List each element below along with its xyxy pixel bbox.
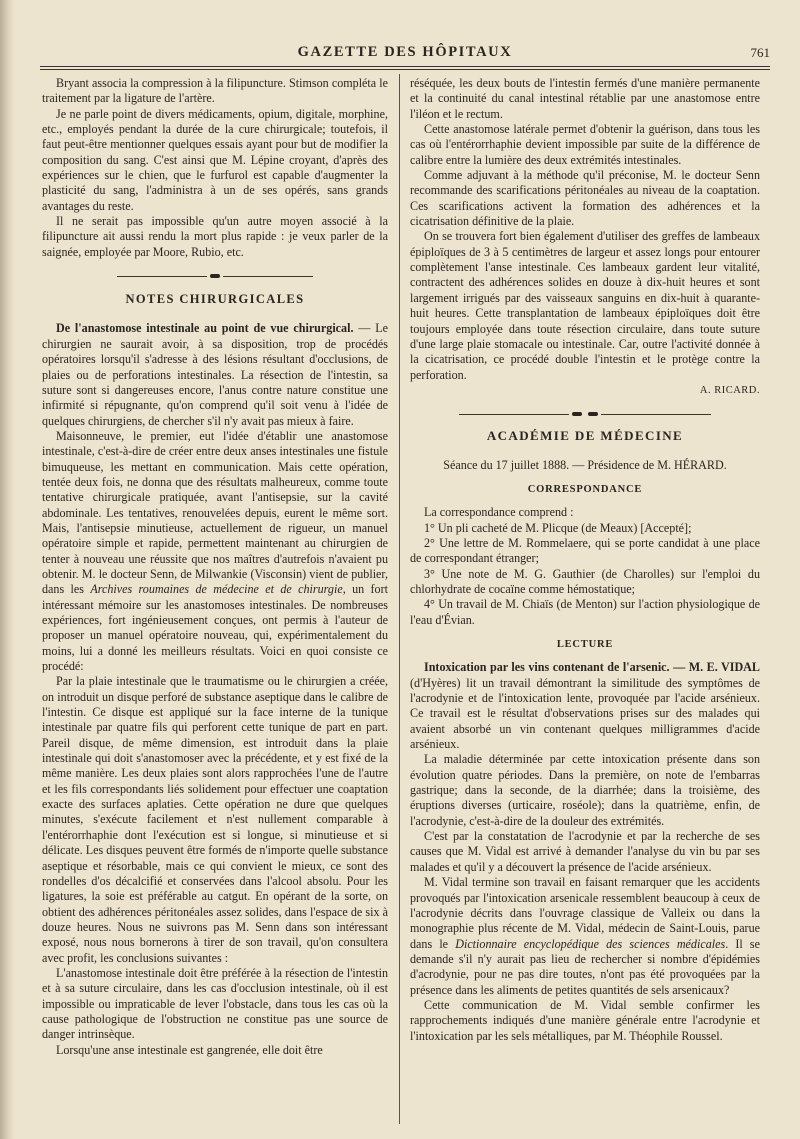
correspondance-heading: CORRESPONDANCE bbox=[527, 483, 643, 495]
lecture-paragraph: Cette communication de M. Vidal semble confirmer les rapprochements indiqués d'une manière générale entre l'acrodynie et l'intoxication par les sels métalliques, par M. Théophile Roussel. bbox=[410, 997, 760, 1043]
header-rule-top bbox=[40, 66, 770, 67]
article-title: De l'anastomose intestinale au point de vue chirurgical. bbox=[56, 321, 354, 336]
list-item: 4° Un travail de M. Chiaïs (de Menton) sur l'action physiologique de l'eau d'Évian. bbox=[410, 597, 760, 627]
journal-reference: Archives roumaines de médecine et de chirurgie bbox=[90, 582, 343, 597]
article-paragraph: Par la plaie intestinale que le traumatisme ou le chirurgien a créée, on introduit un disque perforé de substance aseptique dans le calibre de l'intestin. Ce disque est appliqué sur la face interne de la tunique intestinale par quatre fils qui perforent cette tunique de part en part. Pareil disque, de même dimension, est introduit dans la plaie intestinale qui doit s'anastomoser avec la précédente, et y est fixé de la même manière. Les deux plaies sont alors rapprochées l'une de l'autre et les fils correspondants liés solidement pour effectuer une coaptation exacte des surfaces aplaties. Cette opération ne dure que quelques minutes, s'exécute facilement et n'est nullement comparable à l'entérorrhaphie dont l'exécution est si longue, si minutieuse et si délicate. Les disques peuvent être formés de n'importe quelle substance aseptique et résorbable, mais ce qui convient le mieux, ce sont des rondelles d'os décalcifié et conservées dans l'alcool absolu. Pour les ligatures, la soie est préférable au catgut. En opérant de la sorte, on obtient des adhérences péritonéales assez solides, dans l'espace de six à douze heures. Nous ne suivrons pas M. Senn dans son intéressant exposé, nous nous bornerons à tirer de son travail, qu'on consultera avec profit, les conclusions suivantes : bbox=[42, 674, 388, 965]
section-title-academie: ACADÉMIE DE MÉDECINE bbox=[486, 428, 684, 444]
left-column bbox=[42, 76, 388, 1058]
lecture-paragraph: La maladie déterminée par cette intoxication présente dans son évolution quatre périodes. Dans la première, on note de l'embarras gastrique; dans la seconde, de la diarrhée; dans la troisième, des éruptions diverses (urticaire, roséole); dans la quatrième, enfin, de l'acrodynie, c'est-à-dire de la douleur des extrémités. bbox=[410, 752, 760, 828]
paragraph: réséquée, les deux bouts de l'intestin fermés d'une manière permanente et la continuité du canal intestinal rétablie par une anastomose entre l'iléon et le rectum. bbox=[410, 76, 760, 121]
lecture-heading: LECTURE bbox=[556, 639, 614, 650]
article-paragraph: L'anastomose intestinale doit être préférée à la résection de l'intestin et à sa suture circulaire, dans les cas d'occlusion intestinale, où il est impossible ou impraticable de lever l'obstacle, dans tous les cas où la cause pathologique de l'obstruction ne constitue pas une source de danger intrinsèque. bbox=[42, 965, 388, 1042]
page-number: 761 bbox=[750, 45, 770, 60]
dictionary-reference: Dictionnaire encyclopédique des sciences médicales bbox=[455, 936, 726, 951]
lecture-text: (d'Hyères) lit un travail démontrant la similitude des symptômes de l'acrodynie et de l'intoxication lente, provoquée par l'acide arsénieux. Ce travail est le résultat d'observations prises sur des malades qui avaient absorbé un vin contenant quelques milligrammes d'acide arsénieux. bbox=[410, 675, 760, 752]
author-signature: A. RICARD. bbox=[699, 384, 760, 396]
article-text: Maisonneuve, le premier, eut l'idée d'établir une anastomose intestinale, c'est-à-dire de créer entre deux anses intestinales une fistule bimuqueuse, les mettant en communication. Mais cette opération, tentée deux fois, ne donna que des résultats malheureux, comme toute tentative chirurgicale pratiquée, avant l'antisepsie, sur la cavité abdominale. Les tentatives, renouvelées depuis, eurent le même sort. Mais, l'antisepsie minutieuse, actuellement de rigueur, un manuel opératoire simple et rapide, permettent maintenant au chirurgien de tenter à nouveau une réussite que nos maîtres d'autrefois n'avaient pu obtenir. M. le docteur Senn, de Milwankie (Visconsin) vient de publier, dans les bbox=[42, 428, 388, 597]
correspondance-intro: La correspondance comprend : bbox=[424, 505, 574, 520]
paragraph: Cette anastomose latérale permet d'obtenir la guérison, dans tous les cas où l'entérorrhaphie devient impossible par suite de la différence de calibre entre la lumière des deux extrémités intestinales. bbox=[410, 122, 760, 167]
column-divider bbox=[399, 74, 400, 1124]
paragraph: Bryant associa la compression à la filipuncture. Stimson compléta le traitement par la ligature de l'artère. bbox=[42, 76, 388, 106]
article-text: , un fort intéressant mémoire sur les anastomoses intestinales. De nombreuses expériences, fort ingénieusement conçues, ont permis à l'auteur de proposer un manuel opératoire nouveau, qui, expérimentalement du moins, lui a donné les meilleurs résultats. Voici en quoi consiste ce procédé: bbox=[42, 582, 388, 674]
lecture-text: M. Vidal termine son travail en faisant remarquer que les accidents provoqués par l'intoxication arsenicale ressemblent beaucoup à ceux de l'acrodynie décrits dans l'ouvrage classique de Valleix ou dans la monographie plus récente de M. Vidal, médecin de Saint-Louis, parue dans le bbox=[410, 875, 760, 951]
session-line: Séance du 17 juillet 1888. — Présidence de M. HÉRARD. bbox=[443, 457, 727, 472]
article-paragraph bbox=[42, 321, 388, 428]
lecture-author: — M. E. VIDAL bbox=[669, 660, 760, 675]
section-ornament bbox=[410, 406, 760, 414]
paragraph: On se trouvera fort bien également d'utiliser des greffes de lambeaux épiploïques de 3 à 5 centimètres de largeur et assez longs pour entourer complètement l'anse intestinale. Ces lambeaux gardent leur vitalité, contractent des adhérences solides en douze à dix-huit heures et sont largement irrigués par des vaisseaux sanguins en dix-huit à quarante-huit heures. Cette transplantation de lambeaux épiploïques doit être toujours employée dans toute résection circulaire, dans toute suture d'une large plaie stomacale ou intestinale. Car, outre l'activité donnée à la cicatrisation, ce procédé double l'intestin et le protège contre la perforation. bbox=[410, 229, 760, 382]
section-ornament bbox=[42, 268, 388, 276]
list-item: 1° Un pli cacheté de M. Plicque (de Meaux) [Accepté]; bbox=[424, 520, 692, 535]
paragraph: Il ne serait pas impossible qu'un autre moyen associé à la filipuncture ait aussi rendu la mort plus rapide : je veux parler de la saignée, employée par Moore, Rubio, etc. bbox=[42, 214, 388, 259]
journal-title: GAZETTE DES HÔPITAUX bbox=[297, 44, 513, 60]
section-title-notes-chirurgicales: NOTES CHIRURGICALES bbox=[125, 292, 305, 307]
page-header bbox=[40, 44, 770, 66]
article-paragraph: Lorsqu'une anse intestinale est gangrenée, elle doit être bbox=[56, 1042, 323, 1057]
article-text: — Le chirurgien ne saurait avoir, à sa disposition, trop de procédés opératoires lorsqu'il s'adresse à des lésions résultant d'occlusions, de plaies ou de perforations intestinales. La résection de l'intestin, sa suture sont si dangereuses encore, l'anus contre nature constitue une infirmité si répugnante, qu'on comprend qu'il soit venu à l'idée de quelques chirurgiens, de chercher s'il n'y avait pas mieux à faire. bbox=[42, 321, 388, 428]
right-column bbox=[410, 76, 760, 1044]
list-item: 3° Une note de M. G. Gauthier (de Charolles) sur l'emploi du chlorhydrate de cocaïne comme hémostatique; bbox=[410, 566, 760, 596]
lecture-paragraph bbox=[410, 660, 760, 752]
lecture-paragraph bbox=[410, 875, 760, 998]
list-item: 2° Une lettre de M. Rommelaere, qui se porte candidat à une place de correspondant étranger; bbox=[410, 535, 760, 566]
page-binding-edge bbox=[0, 0, 14, 1139]
paragraph: Je ne parle point de divers médicaments, opium, digitale, morphine, etc., employés pendant la durée de la cure chirurgicale; toutefois, il faut peut-être mentionner quelques essais ayant pour but de modifier la composition du sang. C'est ainsi que M. Lépine croyant, d'après des expériences sur le chien, que le furfurol est capable d'augmenter la plasticité du sang, l'administra à un de ses opérés, sans grands avantages du reste. bbox=[42, 106, 388, 213]
lecture-title: Intoxication par les vins contenant de l'arsenic. bbox=[424, 660, 670, 675]
lecture-text: . Il se demande s'il n'y aurait pas lieu de rechercher si nombre d'épidémies d'acrodynie, pour ne pas dire toutes, n'ont pas été provoquées par la présence dans les aliments de petites quantités de sels arsenicaux? bbox=[410, 936, 760, 997]
header-rule-bottom bbox=[40, 69, 770, 70]
lecture-paragraph: C'est par la constatation de l'acrodynie et par la recherche de ses causes que M. Vidal est arrivé à demander l'analyse du vin bu par ses malades et qu'il y a découvert la présence de l'acide arsénieux. bbox=[410, 829, 760, 874]
article-paragraph bbox=[42, 429, 388, 675]
paragraph: Comme adjuvant à la méthode qu'il préconise, M. le docteur Senn recommande des scarifications péritonéales au niveau de la coaptation. Ces scarifications activent la formation des adhérences et la cicatrisation définitive de la plaie. bbox=[410, 168, 760, 229]
